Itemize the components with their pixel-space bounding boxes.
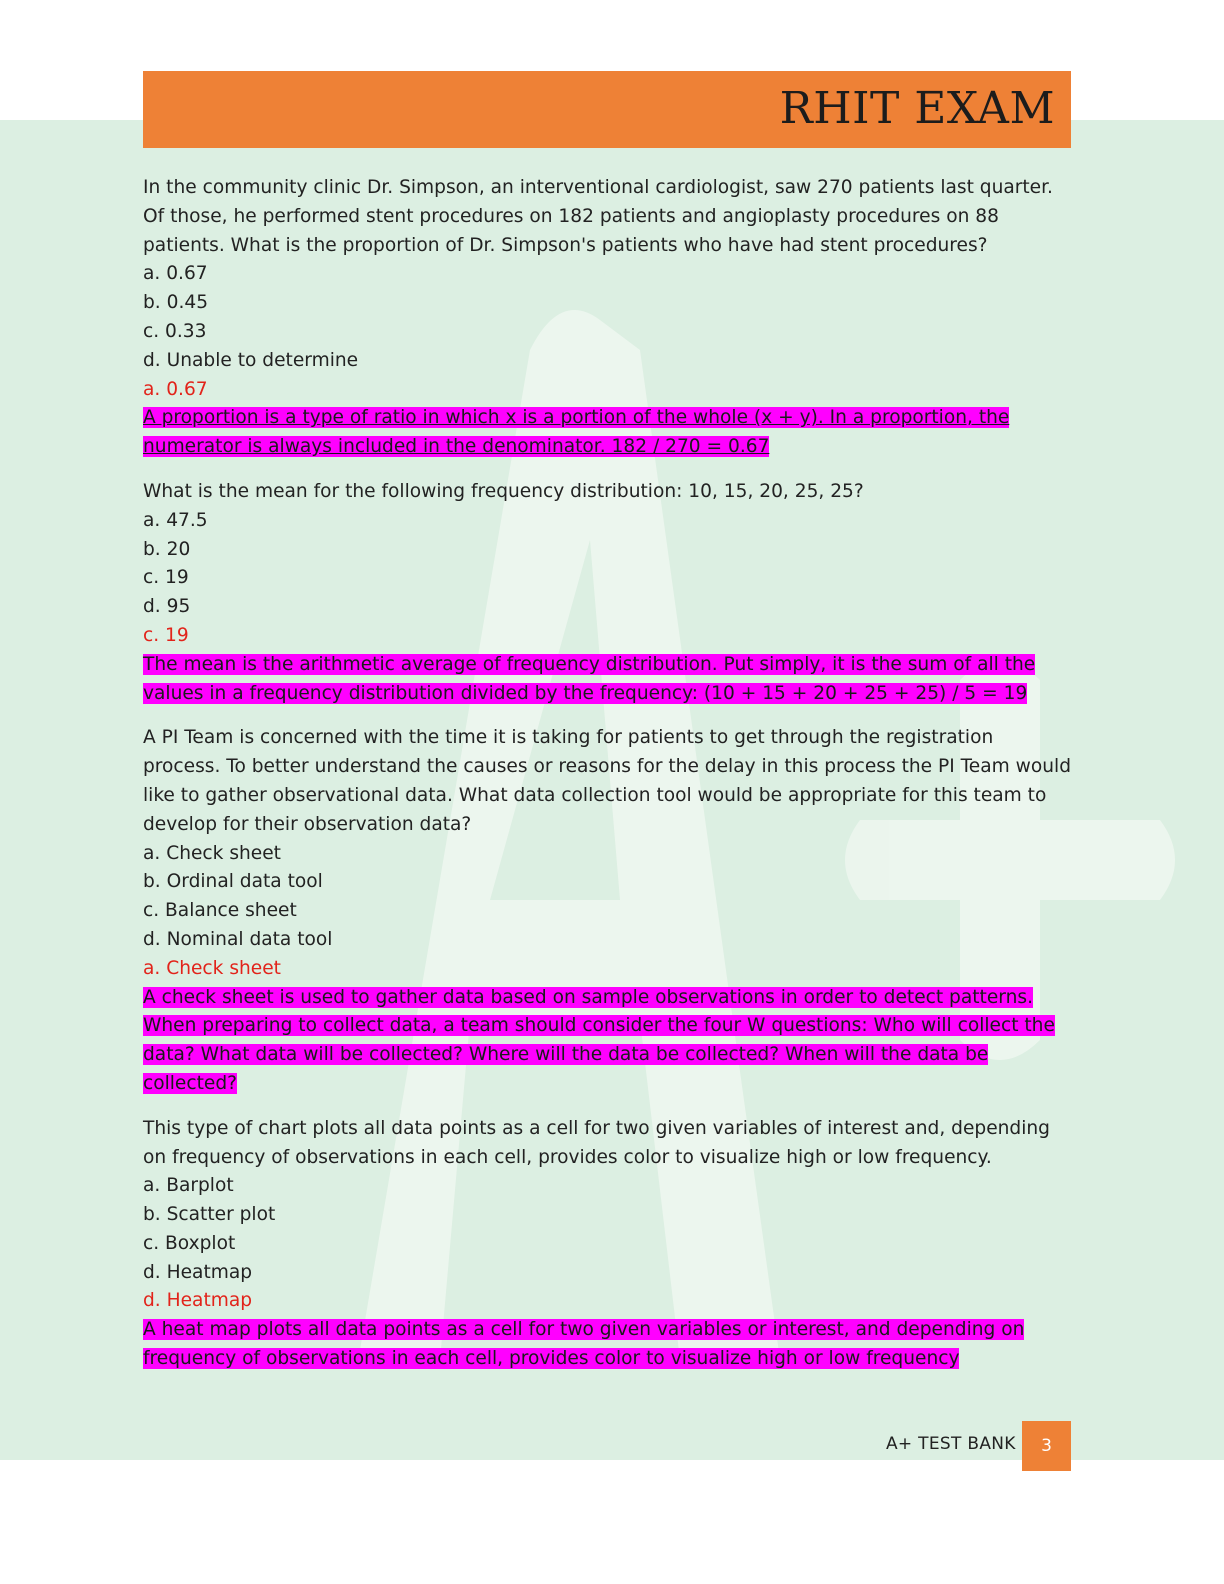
explanation-text: A proportion is a type of ratio in which x is a portion of the whole (x + y). In a proportion, the numerator is always included in the denominator. 182 / 270 = 0.67 [143,407,1010,458]
question-block [143,478,1073,708]
answer-option: c. Boxplot [143,1232,236,1254]
answer-option: b. 0.45 [143,292,209,314]
footer-label: A+ TEST BANK [886,1434,1016,1454]
question-stem: A PI Team is concerned with the time it is taking for patients to get through the registration process. To better understand the causes or reasons for the delay in this process the PI Team would like to gather observational data. What data collection tool would be appropriate for this team to develop for their observation data? [143,727,1071,835]
correct-answer: d. Heatmap [143,1290,253,1312]
answer-option: b. 20 [143,538,191,560]
answer-option: a. 47.5 [143,509,208,531]
explanation-text: A heat map plots all data points as a cell for two given variables or interest, and depending on frequency of observations in each cell, provides color to visualize high or low frequency [143,1319,1025,1370]
answer-option: d. Unable to determine [143,349,359,371]
page-number: 3 [1022,1421,1071,1471]
answer-option: d. 95 [143,596,191,618]
question-block [143,174,1073,462]
explanation [143,984,1073,1099]
explanation-text: A check sheet is used to gather data based on sample observations in order to detect patterns. When preparing to collect data, a team should consider the four W questions: Who will collect the data? What data will be collected? Where will the data be collected? When will the data be collected? [143,986,1055,1094]
header-bar [143,71,1071,148]
correct-answer: c. 19 [143,624,189,646]
answer-option: c. 0.33 [143,320,207,342]
correct-answer: a. 0.67 [143,378,208,400]
answer-option: a. Barplot [143,1175,234,1197]
question-list [143,174,1073,1390]
question-stem: What is the mean for the following frequency distribution: 10, 15, 20, 25, 25? [143,480,864,502]
answer-option: b. Ordinal data tool [143,871,323,893]
answer-option: a. 0.67 [143,263,208,285]
answer-option: a. Check sheet [143,842,281,864]
correct-answer: a. Check sheet [143,957,281,979]
answer-option: d. Heatmap [143,1261,253,1283]
page-title: RHIT EXAM [779,83,1055,134]
answer-option: c. Balance sheet [143,900,297,922]
question-block [143,1115,1073,1374]
explanation [143,404,1073,462]
explanation [143,1316,1073,1374]
explanation [143,651,1073,709]
question-block [143,724,1073,1098]
explanation-text: The mean is the arithmetic average of frequency distribution. Put simply, it is the sum of all the values in a frequency distribution divided by the frequency: (10 + 15 + 20 + 25 + 25) / 5 = 19 [143,653,1036,704]
question-stem: This type of chart plots all data points as a cell for two given variables of interest and, depending on frequency of observations in each cell, provides color to visualize high or low frequency. [143,1117,1050,1168]
question-stem: In the community clinic Dr. Simpson, an interventional cardiologist, saw 270 patients last quarter. Of those, he performed stent procedures on 182 patients and angioplasty procedures on 88 patients. What is the proportion of Dr. Simpson's patients who have had stent procedures? [143,177,1053,256]
answer-option: b. Scatter plot [143,1204,276,1226]
answer-option: c. 19 [143,567,189,589]
answer-option: d. Nominal data tool [143,928,333,950]
